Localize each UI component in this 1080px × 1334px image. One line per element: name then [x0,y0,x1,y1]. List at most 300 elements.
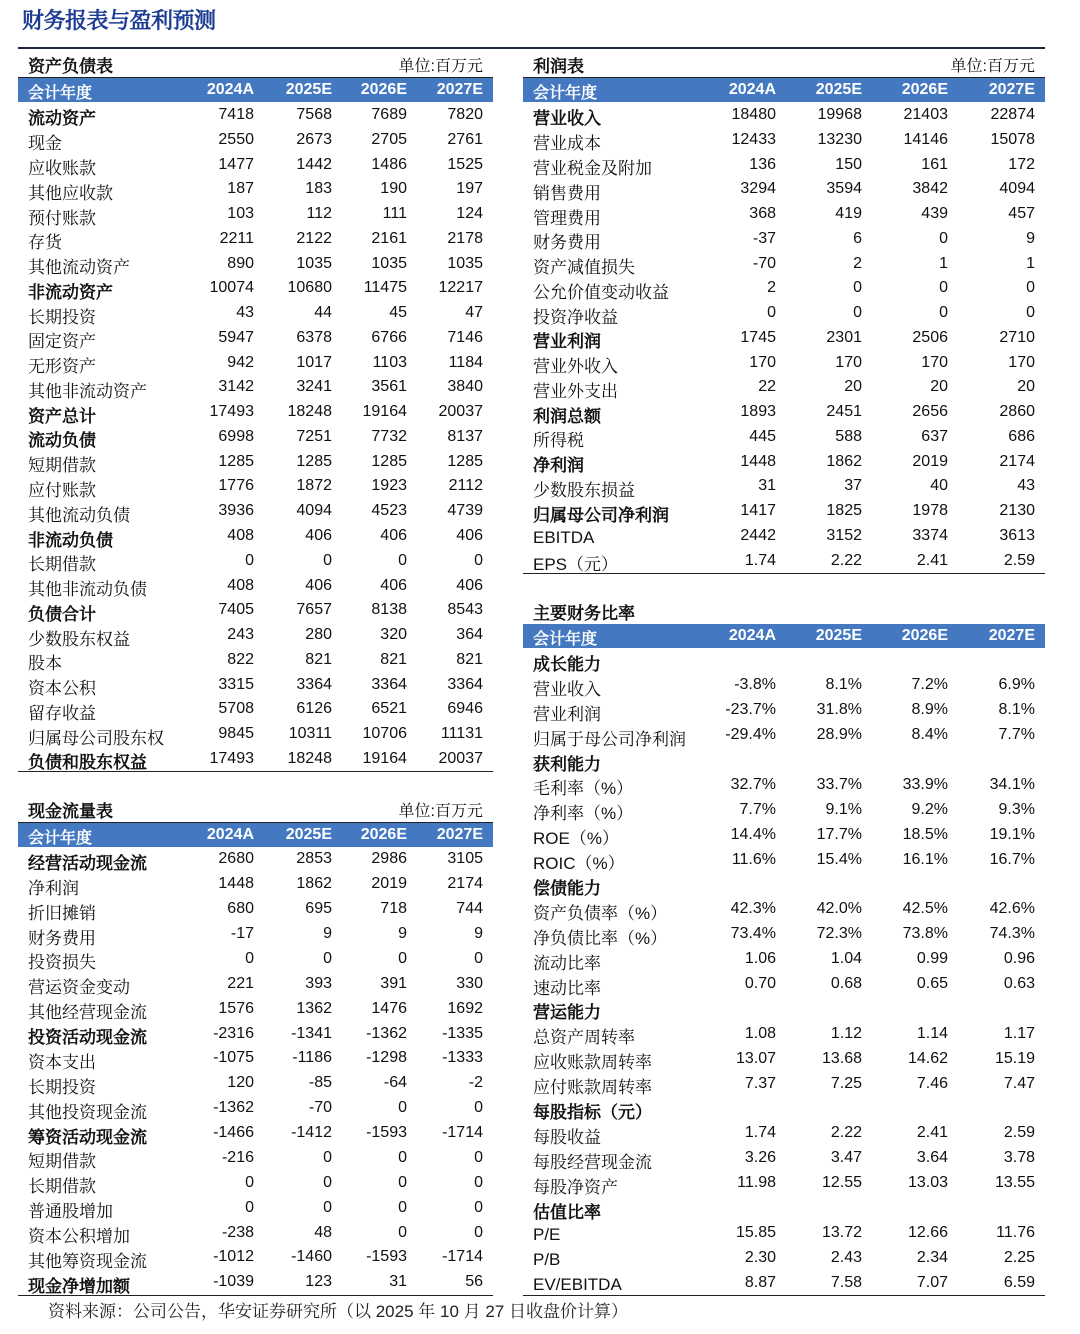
value-2027e: 19.1% [989,825,1035,843]
value-2026e: 0 [398,1173,407,1191]
value-2026e: 190 [380,180,407,198]
row-label: 短期借款 [28,456,96,476]
table-row [523,922,1045,947]
table-row [523,251,1045,276]
income-statement-table [523,103,1045,575]
value-2026e: 1476 [371,999,407,1017]
table-row [523,524,1045,549]
value-2026e: 11475 [363,279,407,297]
value-2026e: 8.9% [911,701,948,719]
value-2024a: -3.8% [734,676,776,694]
table-row [18,996,493,1021]
row-label: ROIC（%） [533,854,625,874]
header-2027e: 2027E [988,81,1035,98]
value-2024a: 9845 [218,725,254,743]
table-row [523,1270,1045,1295]
section-row [18,103,493,128]
value-2024a: 103 [227,205,254,223]
row-label: 其他经营现金流 [28,1003,147,1023]
table-row [523,226,1045,251]
value-2027e: 20037 [438,403,483,421]
value-2024a: 1745 [740,328,776,346]
table-row [18,672,493,697]
value-2026e: 1103 [372,353,407,371]
row-label: 非流动负债 [28,530,113,550]
value-2026e: 2161 [371,229,407,247]
value-2027e: 43 [1017,477,1035,495]
value-2024a: 32.7% [730,775,776,793]
row-label: 每股指标（元） [533,1102,652,1122]
value-2025e: 1035 [296,254,332,272]
value-2024a: 2 [767,279,776,297]
value-2027e: 0 [1026,279,1035,297]
row-label: 归属母公司股东权 [28,728,164,748]
row-label: 营业税金及附加 [533,159,652,179]
value-2025e: 3364 [296,675,332,693]
table-row [523,425,1045,450]
row-label: EV/EBITDA [533,1274,622,1294]
value-2027e: 2860 [999,403,1035,421]
value-2026e: 1 [939,254,948,272]
balance-sheet-title: 资产负债表 [28,57,113,76]
table-row [523,177,1045,202]
value-2024a: 822 [227,650,254,668]
value-2026e: 45 [389,304,407,322]
section-row [523,499,1045,524]
balance-sheet-header [18,78,493,102]
row-label: 管理费用 [533,208,601,228]
row-label: 折旧摊销 [28,903,96,923]
row-label: 资产总计 [28,406,96,426]
value-2025e: 6378 [296,328,332,346]
header-2025e: 2025E [815,627,862,644]
table-row [18,177,493,202]
value-2026e: -1362 [366,1024,407,1042]
value-2025e: 2853 [296,850,332,868]
value-2027e: 2.25 [1003,1248,1035,1266]
value-2025e: 821 [305,650,332,668]
value-2027e: 330 [456,974,483,992]
value-2026e: 0.65 [916,975,948,993]
value-2026e: 0 [398,949,407,967]
value-2025e: 10311 [288,725,332,743]
value-2026e: 13.03 [907,1174,948,1192]
value-2024a: 0 [245,551,254,569]
row-label: ROE（%） [533,829,619,849]
table-row [18,1146,493,1171]
value-2027e: 1 [1026,254,1035,272]
value-2025e: 12.55 [821,1174,862,1192]
income-statement-title: 利润表 [533,57,584,76]
value-2026e: 9 [398,925,407,943]
table-row [18,499,493,524]
value-2026e: 111 [382,205,407,223]
row-label: 获利能力 [533,754,601,774]
value-2024a: -216 [221,1148,254,1166]
table-row [18,474,493,499]
value-2025e: 0 [323,949,332,967]
table-row [523,723,1045,748]
value-2026e: 161 [921,155,948,173]
value-2027e: 2710 [999,328,1035,346]
section-row [18,1270,493,1295]
table-row [523,152,1045,177]
value-2024a: 10074 [209,279,254,297]
header-2026e: 2026E [360,826,407,843]
row-label: 应付账款周转率 [533,1078,652,1098]
value-2027e: 6.9% [998,676,1035,694]
row-label: 投资损失 [28,953,96,973]
table-row [523,474,1045,499]
value-2026e: 2019 [371,875,407,893]
value-2026e: -1593 [366,1124,407,1142]
value-2024a: 170 [749,353,776,371]
value-2026e: 7.07 [916,1273,948,1291]
value-2026e: 0 [939,279,948,297]
table-row [18,573,493,598]
value-2026e: 16.1% [902,850,948,868]
value-2024a: 3936 [218,502,254,520]
value-2027e: 170 [1008,353,1035,371]
value-2027e: 2761 [447,130,483,148]
header-2027e: 2027E [436,826,483,843]
value-2024a: -238 [221,1223,254,1241]
value-2024a: 15.85 [735,1223,776,1241]
value-2025e: 13.68 [821,1049,862,1067]
row-label: 营业利润 [533,332,601,352]
value-2025e: 1285 [296,452,332,470]
value-2024a: 0 [245,1198,254,1216]
table-row [523,972,1045,997]
value-2024a: 42.3% [730,900,776,918]
value-2025e: 2451 [826,403,862,421]
value-2025e: 3152 [826,526,862,544]
row-label: 少数股东损益 [533,480,635,500]
row-label: 速动比率 [533,978,601,998]
value-2024a: 8.87 [744,1273,776,1291]
row-label: 营业外支出 [533,381,618,401]
value-2024a: 243 [227,626,254,644]
value-2026e: 2506 [912,328,948,346]
row-label: 营运能力 [533,1003,601,1023]
value-2026e: 7.2% [911,676,948,694]
header-label: 会计年度 [28,829,93,847]
value-2027e: -1333 [442,1049,483,1067]
row-label: 每股经营现金流 [533,1152,652,1172]
value-2024a: -1362 [213,1099,254,1117]
table-row [18,1245,493,1270]
value-2027e: 1.17 [1003,1024,1035,1042]
value-2026e: 31 [389,1273,407,1291]
section-row [523,648,1045,673]
value-2026e: 6521 [371,700,407,718]
value-2027e: 42.6% [989,900,1035,918]
row-label: 其他非流动负债 [28,580,147,600]
value-2026e: 406 [380,576,407,594]
value-2025e: -1186 [292,1049,332,1067]
value-2026e: 0 [398,1223,407,1241]
section-row [523,325,1045,350]
table-row [18,152,493,177]
value-2025e: 17.7% [816,825,862,843]
value-2024a: 18480 [731,105,776,123]
row-label: 经营活动现金流 [28,853,147,873]
value-2025e: 0 [323,1198,332,1216]
header-2025e: 2025E [815,81,862,98]
value-2027e: 821 [456,650,483,668]
value-2026e: 320 [380,626,407,644]
value-2025e: 2673 [296,130,332,148]
header-2024a: 2024A [728,627,776,644]
value-2025e: -1460 [291,1248,332,1266]
value-2024a: 2680 [218,850,254,868]
value-2027e: 56 [465,1273,483,1291]
value-2025e: 419 [835,205,862,223]
value-2024a: 3142 [218,378,254,396]
value-2026e: 3842 [912,180,948,198]
table-row [523,797,1045,822]
value-2024a: 187 [227,180,254,198]
table-row [18,623,493,648]
table-row [18,251,493,276]
value-2025e: 8.1% [825,676,862,694]
value-2027e: 0.96 [1003,950,1035,968]
value-2024a: 1.74 [744,551,776,569]
value-2027e: 2130 [999,502,1035,520]
value-2024a: -1012 [213,1248,254,1266]
value-2026e: 33.9% [902,775,948,793]
value-2024a: 1285 [218,452,254,470]
row-label: 利润总额 [533,406,601,426]
row-label: 资产负债率（%） [533,903,668,923]
value-2024a: -1075 [213,1049,254,1067]
value-2027e: -2 [468,1074,483,1092]
value-2026e: 42.5% [902,900,948,918]
value-2025e: 406 [305,526,332,544]
table-row [523,847,1045,872]
value-2024a: 221 [227,974,254,992]
value-2025e: 3.47 [830,1149,862,1167]
value-2026e: 0 [939,304,948,322]
value-2025e: 18248 [287,403,332,421]
value-2025e: 13.72 [821,1223,862,1241]
table-row [523,202,1045,227]
value-2027e: 124 [456,205,483,223]
value-2026e: 4523 [371,502,407,520]
value-2027e: 0 [474,1173,483,1191]
section-row [18,524,493,549]
row-label: P/B [533,1249,561,1269]
value-2027e: 2.59 [1003,551,1035,569]
value-2025e: -85 [308,1074,332,1092]
value-2027e: 406 [456,526,483,544]
value-2025e: 2.43 [830,1248,862,1266]
value-2024a: 11.6% [731,850,776,868]
value-2024a: -2316 [213,1024,254,1042]
value-2025e: 588 [835,427,862,445]
value-2024a: 408 [227,576,254,594]
header-2026e: 2026E [360,81,407,98]
value-2025e: -70 [308,1099,332,1117]
value-2027e: -1714 [442,1124,483,1142]
value-2027e: 1525 [447,155,483,173]
value-2025e: 1442 [296,155,332,173]
value-2026e: 1035 [371,254,407,272]
value-2026e: 0 [398,1198,407,1216]
value-2024a: 43 [236,304,254,322]
value-2024a: 3294 [740,180,776,198]
value-2027e: 3840 [447,378,483,396]
value-2024a: 1893 [740,403,776,421]
header-label: 会计年度 [533,84,598,102]
value-2024a: 7418 [218,105,254,123]
value-2027e: 7146 [447,328,483,346]
value-2027e: 20 [1017,378,1035,396]
value-2024a: 13.07 [735,1049,776,1067]
value-2024a: 3315 [218,675,254,693]
value-2027e: 197 [456,180,483,198]
table-row [523,1021,1045,1046]
table-row [18,202,493,227]
row-label: 净负债比率（%） [533,928,668,948]
table-row [523,1121,1045,1146]
value-2027e: 8137 [447,427,483,445]
row-label: 非流动资产 [28,282,113,302]
value-2026e: 718 [380,900,407,918]
value-2026e: 6766 [371,328,407,346]
value-2026e: 439 [921,205,948,223]
value-2026e: 20 [930,378,948,396]
section-row [18,400,493,425]
table-row [18,301,493,326]
value-2027e: 16.7% [989,850,1035,868]
value-2026e: 1.14 [916,1024,948,1042]
section-row [523,103,1045,128]
header-2024a: 2024A [206,826,254,843]
value-2025e: 2.22 [830,1124,862,1142]
row-label: 长期投资 [28,307,96,327]
value-2025e: 33.7% [816,775,862,793]
value-2025e: 0.68 [830,975,862,993]
ratios-title-bar [523,603,1045,625]
value-2026e: 73.8% [902,925,948,943]
value-2024a: 31 [758,477,776,495]
row-label: 负债合计 [28,604,96,624]
value-2027e: 22874 [990,105,1035,123]
value-2027e: 3364 [447,675,483,693]
row-label: 净利润 [533,456,584,476]
table-row [18,127,493,152]
value-2025e: 10680 [287,279,332,297]
table-row [18,548,493,573]
value-2027e: 74.3% [989,925,1035,943]
value-2027e: 15078 [990,130,1035,148]
value-2027e: 9.3% [998,800,1035,818]
ratios-title: 主要财务比率 [533,604,635,623]
value-2024a: 1576 [218,999,254,1017]
table-row [18,947,493,972]
source-note: 资料来源：公司公告，华安证券研究所（以 2025 年 10 月 27 日收盘价计算） [48,1302,628,1321]
value-2024a: 7405 [218,601,254,619]
table-row [523,822,1045,847]
value-2027e: 172 [1008,155,1035,173]
value-2024a: 2.30 [744,1248,776,1266]
row-label: 财务费用 [533,233,601,253]
table-row [18,375,493,400]
table-row [523,1071,1045,1096]
table-row [18,325,493,350]
row-label: 营业外收入 [533,357,618,377]
balance-sheet-title-bar [18,56,493,78]
table-row [523,1245,1045,1270]
row-label: 销售费用 [533,183,601,203]
value-2025e: 31.8% [816,701,862,719]
row-label: 总资产周转率 [533,1028,635,1048]
value-2026e: 637 [921,427,948,445]
value-2026e: 14146 [903,130,948,148]
section-row [523,996,1045,1021]
row-label: 资本公积增加 [28,1227,130,1247]
value-2025e: 0 [323,1148,332,1166]
table-row [523,375,1045,400]
value-2024a: 2442 [740,526,776,544]
value-2025e: 3241 [296,378,332,396]
row-label: 成长能力 [533,654,601,674]
value-2027e: 3105 [447,850,483,868]
row-label: 营业利润 [533,704,601,724]
value-2027e: 1692 [447,999,483,1017]
row-label: 筹资活动现金流 [28,1127,147,1147]
table-row [18,449,493,474]
value-2024a: -17 [230,925,254,943]
value-2024a: 5947 [218,328,254,346]
row-label: 留存收益 [28,703,96,723]
value-2025e: 7.58 [830,1273,862,1291]
value-2024a: 1448 [218,875,254,893]
value-2024a: 1776 [218,477,254,495]
table-row [523,1046,1045,1071]
value-2027e: 9 [1026,229,1035,247]
value-2026e: 3561 [371,378,407,396]
value-2024a: 890 [227,254,254,272]
row-label: 应付账款 [28,480,96,500]
value-2026e: 406 [380,526,407,544]
section-row [18,747,493,772]
value-2026e: 1923 [371,477,407,495]
value-2024a: -1039 [213,1273,254,1291]
value-2027e: 0 [474,949,483,967]
row-label: 财务费用 [28,928,96,948]
value-2024a: 3.26 [744,1149,776,1167]
row-label: 长期投资 [28,1077,96,1097]
value-2027e: 15.19 [994,1049,1035,1067]
value-2027e: 20037 [438,749,483,767]
value-2025e: 170 [835,353,862,371]
value-2027e: 2174 [447,875,483,893]
value-2026e: 2.41 [916,1124,948,1142]
value-2024a: 136 [749,155,776,173]
value-2025e: 406 [305,576,332,594]
value-2024a: 120 [227,1074,254,1092]
table-row [18,1071,493,1096]
value-2025e: 2301 [826,328,862,346]
balance-sheet-unit: 单位:百万元 [398,58,483,75]
table-row [523,350,1045,375]
value-2027e: 11.76 [996,1223,1035,1241]
value-2024a: -29.4% [725,726,776,744]
value-2026e: 3364 [371,675,407,693]
value-2025e: 0 [323,1173,332,1191]
